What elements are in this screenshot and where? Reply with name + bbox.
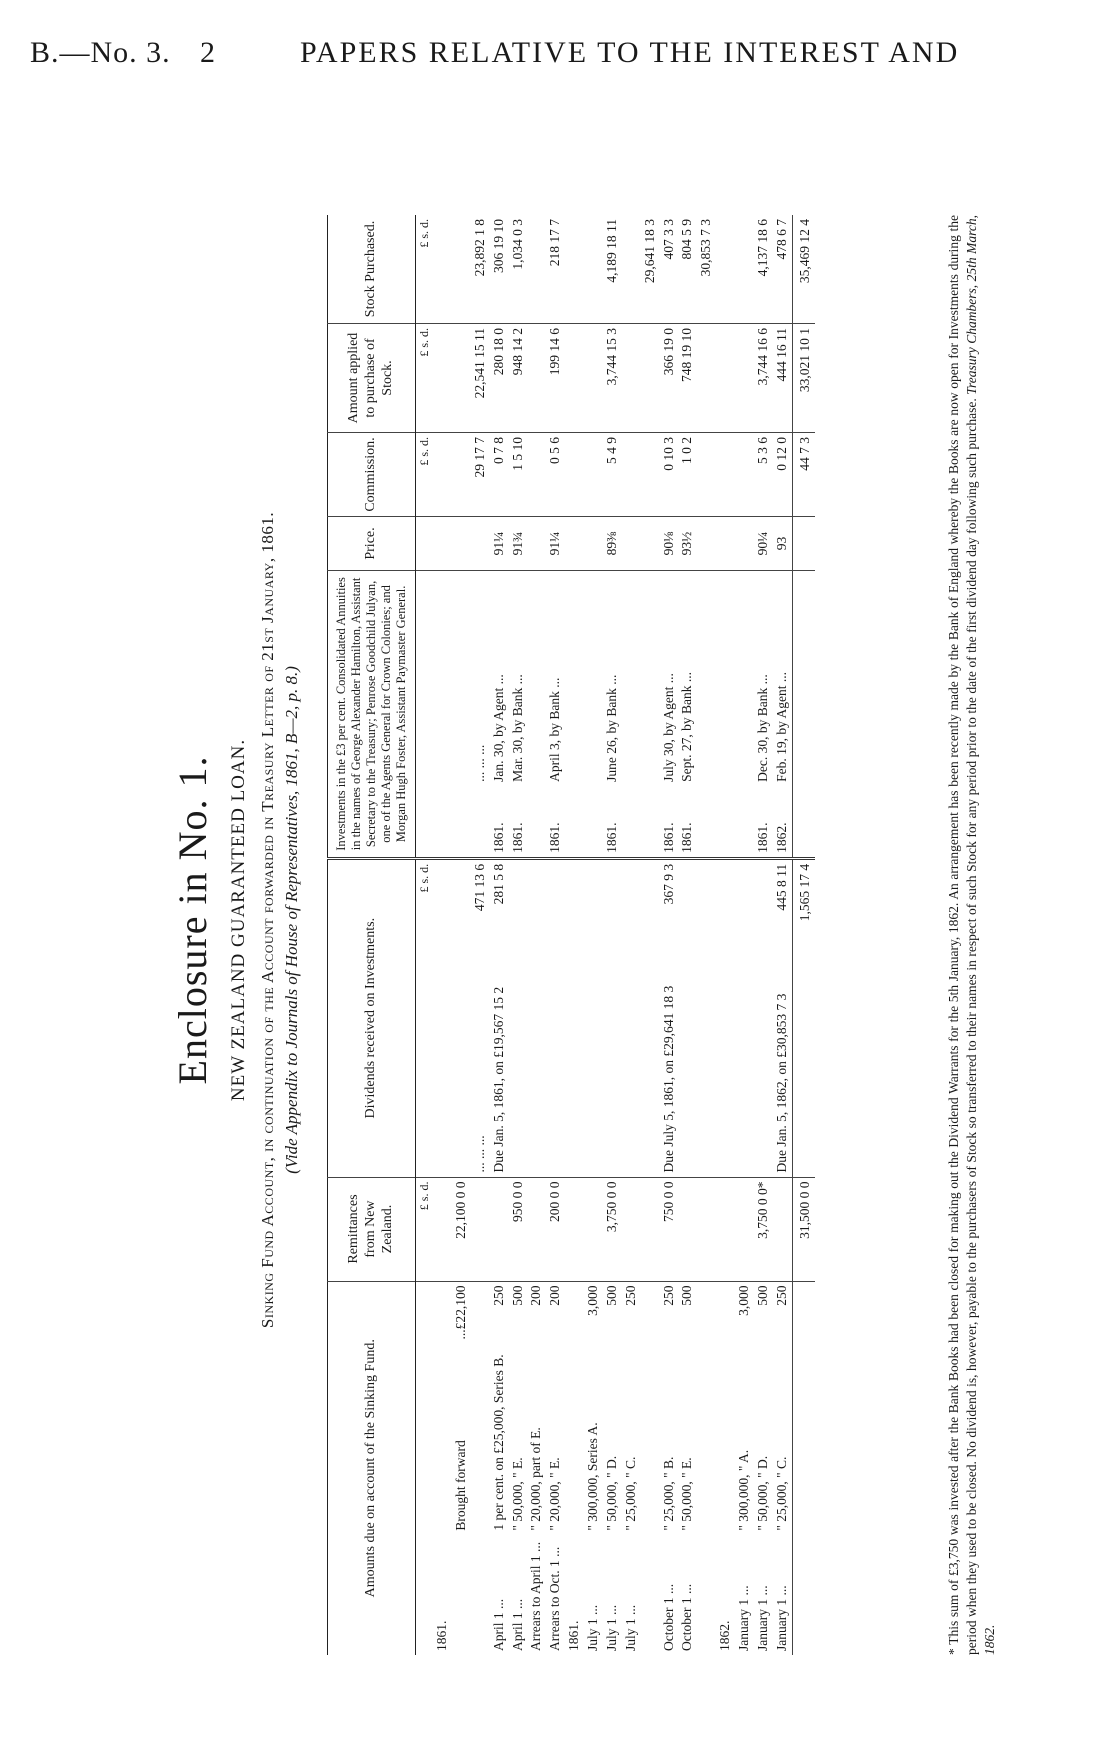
cell-inv-date [527, 786, 546, 859]
cell-desc [641, 1345, 660, 1534]
table-row [565, 215, 584, 1655]
cell-div-desc: Due Jan. 5, 1861, on £19,567 15 2 [490, 986, 506, 1173]
cell-date: Arrears to April 1 ... [528, 1541, 544, 1651]
cell-comm: 0 12 0 [773, 433, 792, 517]
cell-date: January 1 ... [736, 1585, 751, 1651]
table-row [641, 215, 660, 1655]
cell-inv-date: 1861. [754, 822, 770, 853]
cell-remit [678, 1177, 697, 1281]
enclosure-vide-note: (Vide Appendix to Journals of House of Representatives, 1861, B—2, p. 8.) [282, 666, 301, 1174]
col-stock: Stock Purchased. [328, 215, 416, 324]
cell-remit: 200 0 0 [546, 1177, 565, 1281]
cell-inv-desc: Jan. 30, by Agent ... [490, 571, 509, 786]
cell-desc: " 25,000, " C. [773, 1456, 789, 1531]
table-row [433, 215, 452, 1655]
cell-stock: 804 5 9 [679, 219, 695, 260]
cell-inv-desc: July 30, by Agent ... [660, 571, 679, 786]
cell-date: April 1 ... [490, 1598, 506, 1651]
cell-remit: 22,100 0 0 [452, 1177, 471, 1281]
cell-inv-desc: Feb. 19, by Agent ... [773, 571, 792, 786]
cell-applied: 444 16 11 [773, 324, 792, 433]
total-applied: 33,021 10 1 [792, 324, 814, 433]
cell-date [471, 1535, 490, 1655]
cell-desc [716, 1345, 735, 1534]
cell-stock [527, 215, 546, 324]
cell-price [433, 517, 452, 571]
cell-amt: 3,000 [584, 1281, 603, 1345]
cell-div-amt [697, 858, 716, 939]
cell-applied [697, 324, 716, 433]
cell-desc: " 25,000, " B. [660, 1456, 676, 1531]
table-header-row [328, 215, 416, 1655]
cell-applied: 280 18 0 [490, 324, 509, 433]
cell-div-amt [754, 858, 773, 939]
cell-inv-desc: Sept. 27, by Bank ... [678, 571, 697, 786]
cell-remit [565, 1177, 584, 1281]
cell-amt: 250 [490, 1281, 509, 1345]
cell-div-desc [603, 940, 622, 1177]
cell-inv-date: 1861. [603, 822, 619, 853]
cell-comm: 5 3 6 [754, 433, 773, 517]
footnote [945, 215, 1000, 1655]
cell-comm: 1 5 10 [509, 433, 528, 517]
cell-comm [584, 433, 603, 517]
cell-stock: 29,641 18 3 [641, 219, 657, 284]
cell-desc: " 50,000, " D. [754, 1455, 770, 1531]
col-amounts-due: Amounts due on account of the Sinking Fund. [328, 1281, 416, 1655]
cell-comm: 29 17 7 [471, 433, 490, 517]
cell-div-amt [452, 858, 471, 939]
page-running-title: PAPERS RELATIVE TO THE INTEREST AND [300, 36, 960, 69]
table-body [433, 215, 792, 1655]
cell-date [697, 1535, 716, 1655]
cell-div-amt [527, 858, 546, 939]
cell-stock: 1,034 0 3 [509, 219, 525, 270]
footnote-signoff: Treasury Chambers, 25th March, 1862. [964, 215, 998, 1655]
cell-desc: " 50,000, " E. [679, 1457, 695, 1531]
cell-stock: 4,189 18 11 [603, 219, 619, 283]
col-price: Price. [328, 517, 416, 571]
cell-price [641, 517, 660, 571]
cell-amt [716, 1281, 735, 1345]
cell-inv-date [584, 786, 603, 859]
table-row [527, 215, 546, 1655]
cell-stock: 218 17 7 [547, 219, 563, 267]
cell-applied [565, 324, 584, 433]
cell-comm [565, 433, 584, 517]
table-row [754, 215, 773, 1655]
cell-div-desc [452, 940, 471, 1177]
cell-stock: 30,853 7 3 [698, 219, 714, 277]
cell-date: April 1 ... [509, 1598, 525, 1651]
cell-inv-desc [452, 571, 471, 786]
cell-inv-desc [622, 571, 641, 786]
cell-div-amt [735, 858, 754, 939]
cell-div-desc: ... ... ... [471, 1135, 487, 1173]
table-row [735, 215, 754, 1655]
cell-inv-date: 1861. [660, 822, 676, 853]
cell-inv-desc [565, 571, 584, 786]
cell-div-amt [622, 858, 641, 939]
cell-inv-date: 1861. [547, 822, 563, 853]
cell-div-desc [735, 940, 754, 1177]
cell-stock: 4,137 18 6 [754, 219, 770, 277]
cell-div-desc [641, 940, 660, 1177]
cell-date: October 1 ... [679, 1583, 695, 1651]
cell-inv-desc [527, 571, 546, 786]
cell-remit [584, 1177, 603, 1281]
cell-amt [641, 1281, 660, 1345]
cell-applied [452, 324, 471, 433]
cell-inv-date [433, 786, 452, 859]
cell-remit [490, 1177, 509, 1281]
cell-remit: 750 0 0 [660, 1177, 679, 1281]
cell-price [735, 517, 754, 571]
cell-stock [735, 215, 754, 324]
cell-amt: 200 [527, 1281, 546, 1345]
cell-comm [735, 433, 754, 517]
cell-price [622, 517, 641, 571]
cell-amt: 500 [678, 1281, 697, 1345]
table-row [622, 215, 641, 1655]
sinking-fund-table [327, 215, 815, 1655]
total-stock: 35,469 12 4 [792, 215, 814, 324]
cell-remit: 950 0 0 [509, 1177, 528, 1281]
cell-div-amt [678, 858, 697, 939]
cell-div-amt [641, 858, 660, 939]
table-row [490, 215, 509, 1655]
table-row [773, 215, 792, 1655]
cell-inv-desc [697, 571, 716, 786]
cell-inv-desc [584, 571, 603, 786]
cell-applied: 22,541 15 11 [471, 324, 490, 433]
col-dividends: Dividends received on Investments. [328, 858, 416, 1177]
cell-desc [697, 1345, 716, 1534]
cell-div-desc [584, 940, 603, 1177]
table-row [716, 215, 735, 1655]
cell-desc [433, 1345, 452, 1534]
col-amount-applied: Amount applied to purchase of Stock. [328, 324, 416, 433]
cell-div-desc [622, 940, 641, 1177]
cell-desc [471, 1345, 490, 1534]
cell-stock: 407 3 3 [660, 219, 676, 260]
cell-div-desc [527, 940, 546, 1177]
cell-price [565, 517, 584, 571]
cell-div-desc [546, 940, 565, 1177]
cell-remit [641, 1177, 660, 1281]
cell-applied [735, 324, 754, 433]
unit-comm: £ s. d. [416, 433, 434, 517]
cell-inv-date [641, 786, 660, 859]
cell-stock: 23,892 1 8 [471, 219, 487, 277]
cell-inv-desc: Mar. 30, by Bank ... [509, 571, 528, 786]
cell-div-desc [716, 940, 735, 1177]
cell-amt: 200 [546, 1281, 565, 1345]
cell-applied: 748 19 10 [678, 324, 697, 433]
enclosure-subtitle: NEW ZEALAND GUARANTEED LOAN. [228, 738, 249, 1102]
cell-price: 89⅜ [603, 517, 622, 571]
cell-inv-desc: Dec. 30, by Bank ... [754, 571, 773, 786]
cell-comm: 0 10 3 [660, 433, 679, 517]
cell-comm [641, 433, 660, 517]
cell-comm [716, 433, 735, 517]
cell-inv-desc: April 3, by Bank ... [546, 571, 565, 786]
cell-div-amt: 445 8 11 [773, 858, 792, 939]
enclosure-title: Enclosure in No. 1. [170, 755, 215, 1085]
total-div: 1,565 17 4 [792, 858, 814, 939]
cell-inv-date: 1862. [773, 822, 789, 853]
cell-amt: 500 [603, 1281, 622, 1345]
unit-stock: £ s. d. [417, 219, 431, 248]
table-row [452, 215, 471, 1655]
cell-date: July 1 ... [585, 1604, 600, 1651]
cell-applied [527, 324, 546, 433]
sinking-fund-table-wrapper [327, 215, 937, 1655]
cell-applied [716, 324, 735, 433]
table-row [603, 215, 622, 1655]
cell-div-amt [716, 858, 735, 939]
cell-div-desc [433, 940, 452, 1177]
cell-inv-date [452, 786, 471, 859]
cell-comm [527, 433, 546, 517]
cell-amt: ...£22,100 [452, 1281, 471, 1345]
page-series-label: B.—No. 3. [30, 36, 171, 69]
cell-inv-date [716, 786, 735, 859]
cell-applied: 199 14 6 [546, 324, 565, 433]
unit-applied: £ s. d. [416, 324, 434, 433]
cell-stock: 306 19 10 [490, 219, 506, 273]
enclosure-reference: Sinking Fund Account, in continuation of the Account forwarded in Treasury Letter of 21st January, 1861. [258, 511, 277, 1329]
cell-comm: 0 7 8 [490, 433, 509, 517]
cell-comm: 1 0 2 [678, 433, 697, 517]
cell-price: 93½ [678, 517, 697, 571]
cell-remit [716, 1177, 735, 1281]
cell-inv-date [735, 786, 754, 859]
cell-div-amt: 471 13 6 [471, 858, 490, 939]
cell-applied: 3,744 15 3 [603, 324, 622, 433]
cell-applied: 3,744 16 6 [754, 324, 773, 433]
cell-div-amt [584, 858, 603, 939]
cell-inv-date [697, 786, 716, 859]
cell-remit [527, 1177, 546, 1281]
enclosure-title-block [135, 95, 302, 1745]
cell-div-amt [433, 858, 452, 939]
cell-price [716, 517, 735, 571]
total-remit: 31,500 0 0 [792, 1177, 814, 1281]
cell-div-desc [509, 940, 528, 1177]
cell-remit: 3,750 0 0* [754, 1177, 773, 1281]
cell-price: 91¼ [546, 517, 565, 571]
cell-inv-date [565, 786, 584, 859]
cell-inv-date [471, 786, 490, 859]
cell-price: 90⅛ [660, 517, 679, 571]
cell-desc: 1 per cent. on £25,000, Series B. [490, 1354, 506, 1531]
table-row [546, 215, 565, 1655]
rotated-sheet [135, 95, 1055, 1745]
cell-div-amt [509, 858, 528, 939]
cell-desc: " 50,000, " D. [603, 1455, 619, 1531]
units-row [416, 215, 434, 1655]
cell-comm [697, 433, 716, 517]
cell-div-desc [697, 940, 716, 1177]
cell-price: 91¾ [509, 517, 528, 571]
cell-date: 1862. [717, 1620, 733, 1651]
cell-price [697, 517, 716, 571]
cell-desc [565, 1345, 584, 1534]
cell-date: January 1 ... [773, 1585, 789, 1651]
cell-desc: Brought forward [452, 1440, 468, 1531]
cell-div-desc [754, 940, 773, 1177]
cell-date: October 1 ... [660, 1583, 676, 1651]
cell-desc: " 25,000, " C. [622, 1456, 638, 1531]
cell-comm: 5 4 9 [603, 433, 622, 517]
cell-applied [584, 324, 603, 433]
footnote-text: * This sum of £3,750 was invested after the Bank Books had been closed for making out the Dividend Warrants for the 5th January, 1862. An arrangement has been recently made by the Bank of England whereby the Books are now open for Investments during the period when they used to be closed. No dividend is, however, payable to the purchasers of Stock so transferred to their names in respect of such Stock for any period prior to the date of the first dividend day following such purchase. [946, 215, 980, 1655]
cell-date: January 1 ... [754, 1585, 770, 1651]
cell-comm: 0 5 6 [546, 433, 565, 517]
cell-stock [433, 215, 452, 324]
cell-inv-desc [641, 571, 660, 786]
cell-div-desc: Due Jan. 5, 1862, on £30,853 7 3 [773, 993, 789, 1173]
cell-remit [471, 1177, 490, 1281]
cell-div-amt [603, 858, 622, 939]
col-remittances: Remittances from New Zealand. [328, 1177, 416, 1281]
cell-amt: 250 [773, 1281, 792, 1345]
cell-amt: 500 [509, 1281, 528, 1345]
cell-comm [433, 433, 452, 517]
cell-div-desc [678, 940, 697, 1177]
cell-amt [565, 1281, 584, 1345]
page-number: 2 [200, 36, 216, 69]
cell-date: July 1 ... [622, 1604, 638, 1651]
cell-date [641, 1535, 660, 1655]
cell-desc: " 50,000, " E. [509, 1457, 525, 1531]
cell-remit [622, 1177, 641, 1281]
total-comm: 44 7 3 [792, 433, 814, 517]
cell-desc: " 20,000, " E. [547, 1457, 563, 1531]
totals-row [792, 215, 814, 1655]
cell-remit [697, 1177, 716, 1281]
cell-inv-date: 1861. [679, 822, 695, 853]
cell-div-amt [546, 858, 565, 939]
cell-comm [452, 433, 471, 517]
cell-desc: " 300,000, Series A. [585, 1422, 600, 1531]
table-row [660, 215, 679, 1655]
unit-div: £ s. d. [416, 858, 434, 939]
cell-price [527, 517, 546, 571]
cell-applied: 948 14 2 [509, 324, 528, 433]
cell-stock [565, 215, 584, 324]
cell-amt: 500 [754, 1281, 773, 1345]
cell-date: Arrears to Oct. 1 ... [547, 1546, 563, 1651]
cell-div-amt: 281 5 8 [490, 858, 509, 939]
table-row [697, 215, 716, 1655]
cell-amt: 250 [660, 1281, 679, 1345]
cell-inv-desc: ... ... ... [471, 571, 490, 786]
unit-remit: £ s. d. [416, 1177, 434, 1281]
cell-desc: " 20,000, part of E. [528, 1427, 544, 1531]
col-commission: Commission. [328, 433, 416, 517]
cell-div-desc [565, 940, 584, 1177]
table-row [471, 215, 490, 1655]
cell-price: 91¼ [490, 517, 509, 571]
cell-price [452, 517, 471, 571]
cell-remit [735, 1177, 754, 1281]
col-investments: Investments in the £3 per cent. Consolidated Annuities in the names of George Alexander Hamilton, Assistant Secretary to the Treasury; Penrose Goodchild Julyan, one of the Agents General for Crown Colonies; and Morgan Hugh Foster, Assistant Paymaster General. [328, 571, 416, 859]
cell-amt: 250 [622, 1281, 641, 1345]
cell-inv-desc [716, 571, 735, 786]
cell-remit [773, 1177, 792, 1281]
cell-applied [433, 324, 452, 433]
cell-date: 1861. [566, 1620, 582, 1651]
cell-stock [452, 215, 471, 324]
table-row [509, 215, 528, 1655]
cell-applied: 366 19 0 [660, 324, 679, 433]
cell-inv-desc [735, 571, 754, 786]
cell-remit [433, 1177, 452, 1281]
cell-inv-date [622, 786, 641, 859]
cell-amt [471, 1281, 490, 1345]
cell-price [471, 517, 490, 571]
table-row [678, 215, 697, 1655]
cell-price: 90¼ [754, 517, 773, 571]
cell-stock [584, 215, 603, 324]
cell-desc: " 300,000, " A. [736, 1449, 751, 1531]
cell-applied [622, 324, 641, 433]
cell-amt [433, 1281, 452, 1345]
cell-stock [622, 215, 641, 324]
cell-inv-desc: June 26, by Bank ... [603, 571, 622, 786]
cell-price: 93 [773, 517, 792, 571]
cell-date: July 1 ... [603, 1604, 619, 1651]
cell-amt: 3,000 [735, 1281, 754, 1345]
cell-price [584, 517, 603, 571]
cell-amt [697, 1281, 716, 1345]
cell-div-amt: 367 9 3 [660, 858, 679, 939]
cell-div-desc: Due July 5, 1861, on £29,641 18 3 [660, 985, 676, 1173]
cell-inv-date: 1861. [509, 822, 525, 853]
cell-stock: 478 6 7 [773, 219, 789, 260]
cell-stock [716, 215, 735, 324]
cell-comm [622, 433, 641, 517]
cell-date: 1861. [434, 1620, 449, 1651]
cell-applied [641, 324, 660, 433]
cell-date [452, 1535, 471, 1655]
cell-div-amt [565, 858, 584, 939]
cell-inv-desc [433, 571, 452, 786]
cell-remit: 3,750 0 0 [603, 1177, 622, 1281]
cell-inv-date: 1861. [490, 822, 506, 853]
table-row [584, 215, 603, 1655]
